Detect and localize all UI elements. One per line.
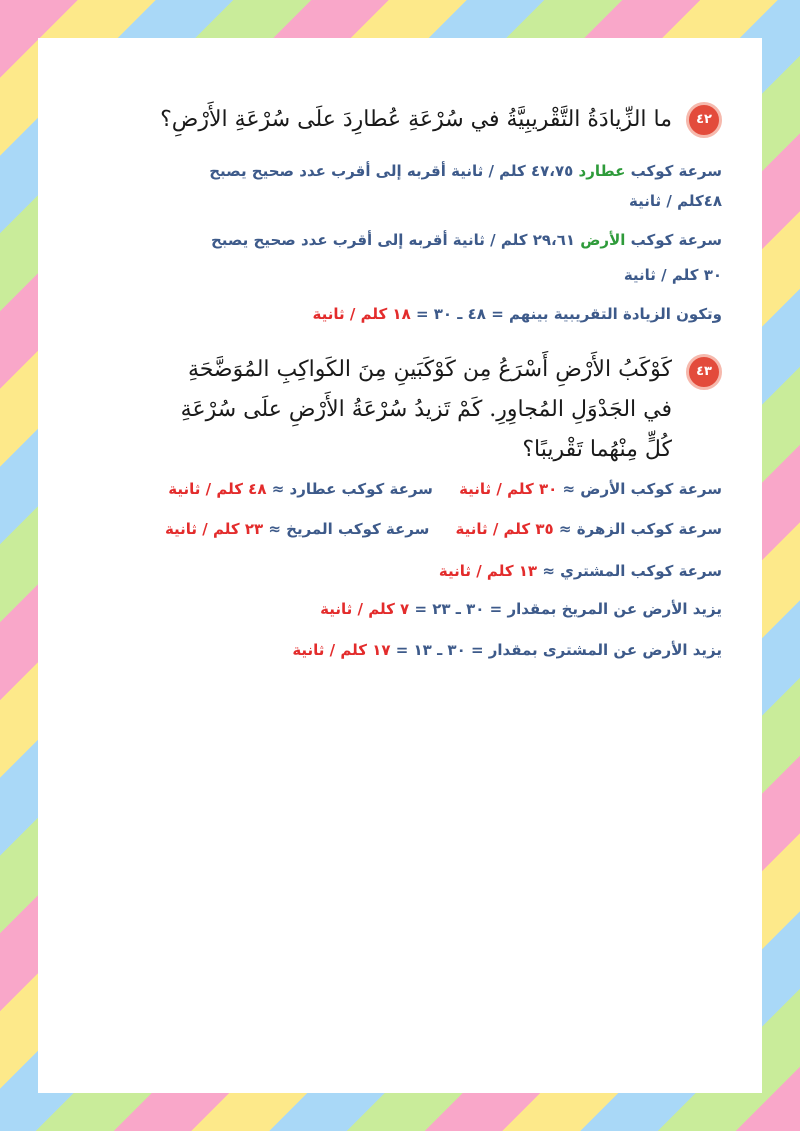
answer-43-row-5	[122, 635, 722, 665]
question-43-text: كَوْكَبُ الأَرْضِ أَسْرَعُ مِن كَوْكَبَينِ مِنَ الكَواكِبِ المُوَضَّحَةِ في الجَدْوَلِ المُجاوِرِ. كَمْ تَزيدُ سُرْعَةُ الأَرْضِ علَى سُرْعَةِ كُلٍّ مِنْهُما تَقْريبًا؟	[180, 357, 672, 462]
answer-42-line-1-rest: ٤٧،٧٥ كلم / ثانية أقربه إلى أقرب عدد صحيح يصبح	[209, 162, 574, 180]
mars-speed-label: سرعة كوكب المريخ ≈	[268, 520, 430, 538]
answer-42-line-3-text: وتكون الزيادة التقريبية بينهم = ٤٨ ـ ٣٠ =	[415, 305, 722, 323]
answer-42-line-2-label: سرعة كوكب	[630, 231, 722, 249]
answer-42-line-1	[122, 156, 722, 186]
jupiter-speed-label: سرعة كوكب المشتري ≈	[542, 562, 722, 580]
question-42	[122, 100, 722, 140]
answer-42-line-1-value: ٤٨كلم / ثانية	[629, 192, 722, 210]
earth-jupiter-difference-text: يزيد الأرض عن المشترى بمقدار = ٣٠ ـ ١٣ =	[395, 641, 722, 659]
question-42-number: ٤٢	[686, 102, 722, 138]
answer-43-row-4	[122, 594, 722, 624]
mercury-speed-label: سرعة كوكب عطارد ≈	[271, 480, 433, 498]
jupiter-speed-value: ١٣ كلم / ثانية	[438, 562, 538, 580]
earth-mars-difference-result: ٧ كلم / ثانية	[320, 600, 410, 618]
question-42-text: ما الزِّيادَةُ التَّقْريبِيَّةُ في سُرْعَةِ عُطارِدَ علَى سُرْعَةِ الأَرْضِ؟	[160, 107, 672, 132]
answer-42-line-2	[122, 225, 722, 255]
answer-42-line-1-label: سرعة كوكب	[630, 162, 722, 180]
answer-43-row-1	[122, 474, 722, 504]
answer-43-row-3	[122, 556, 722, 586]
earth-speed-value: ٣٠ كلم / ثانية	[459, 480, 558, 498]
answer-43-row-2	[122, 514, 722, 544]
mercury-speed-value: ٤٨ كلم / ثانية	[168, 480, 267, 498]
mars-speed-value: ٢٣ كلم / ثانية	[164, 520, 264, 538]
answer-42-result: ١٨ كلم / ثانية	[312, 305, 411, 323]
earth-jupiter-difference-result: ١٧ كلم / ثانية	[292, 641, 391, 659]
answer-42-line-2-value: ٣٠ كلم / ثانية	[623, 266, 722, 284]
planet-earth: الأرض	[580, 231, 626, 249]
planet-mercury: عطارد	[578, 162, 626, 180]
question-43	[122, 350, 722, 470]
earth-mars-difference-text: يزيد الأرض عن المريخ بمقدار = ٣٠ ـ ٢٣ =	[414, 600, 722, 618]
answer-42-line-3	[122, 299, 722, 329]
worksheet-page	[38, 38, 762, 1093]
question-43-number: ٤٣	[686, 354, 722, 390]
venus-speed-value: ٣٥ كلم / ثانية	[455, 520, 554, 538]
earth-speed-label: سرعة كوكب الأرض ≈	[562, 480, 722, 498]
answer-42-line-2-rest: ٢٩،٦١ كلم / ثانية أقربه إلى أقرب عدد صحيح يصبح	[210, 231, 576, 249]
venus-speed-label: سرعة كوكب الزهرة ≈	[558, 520, 722, 538]
